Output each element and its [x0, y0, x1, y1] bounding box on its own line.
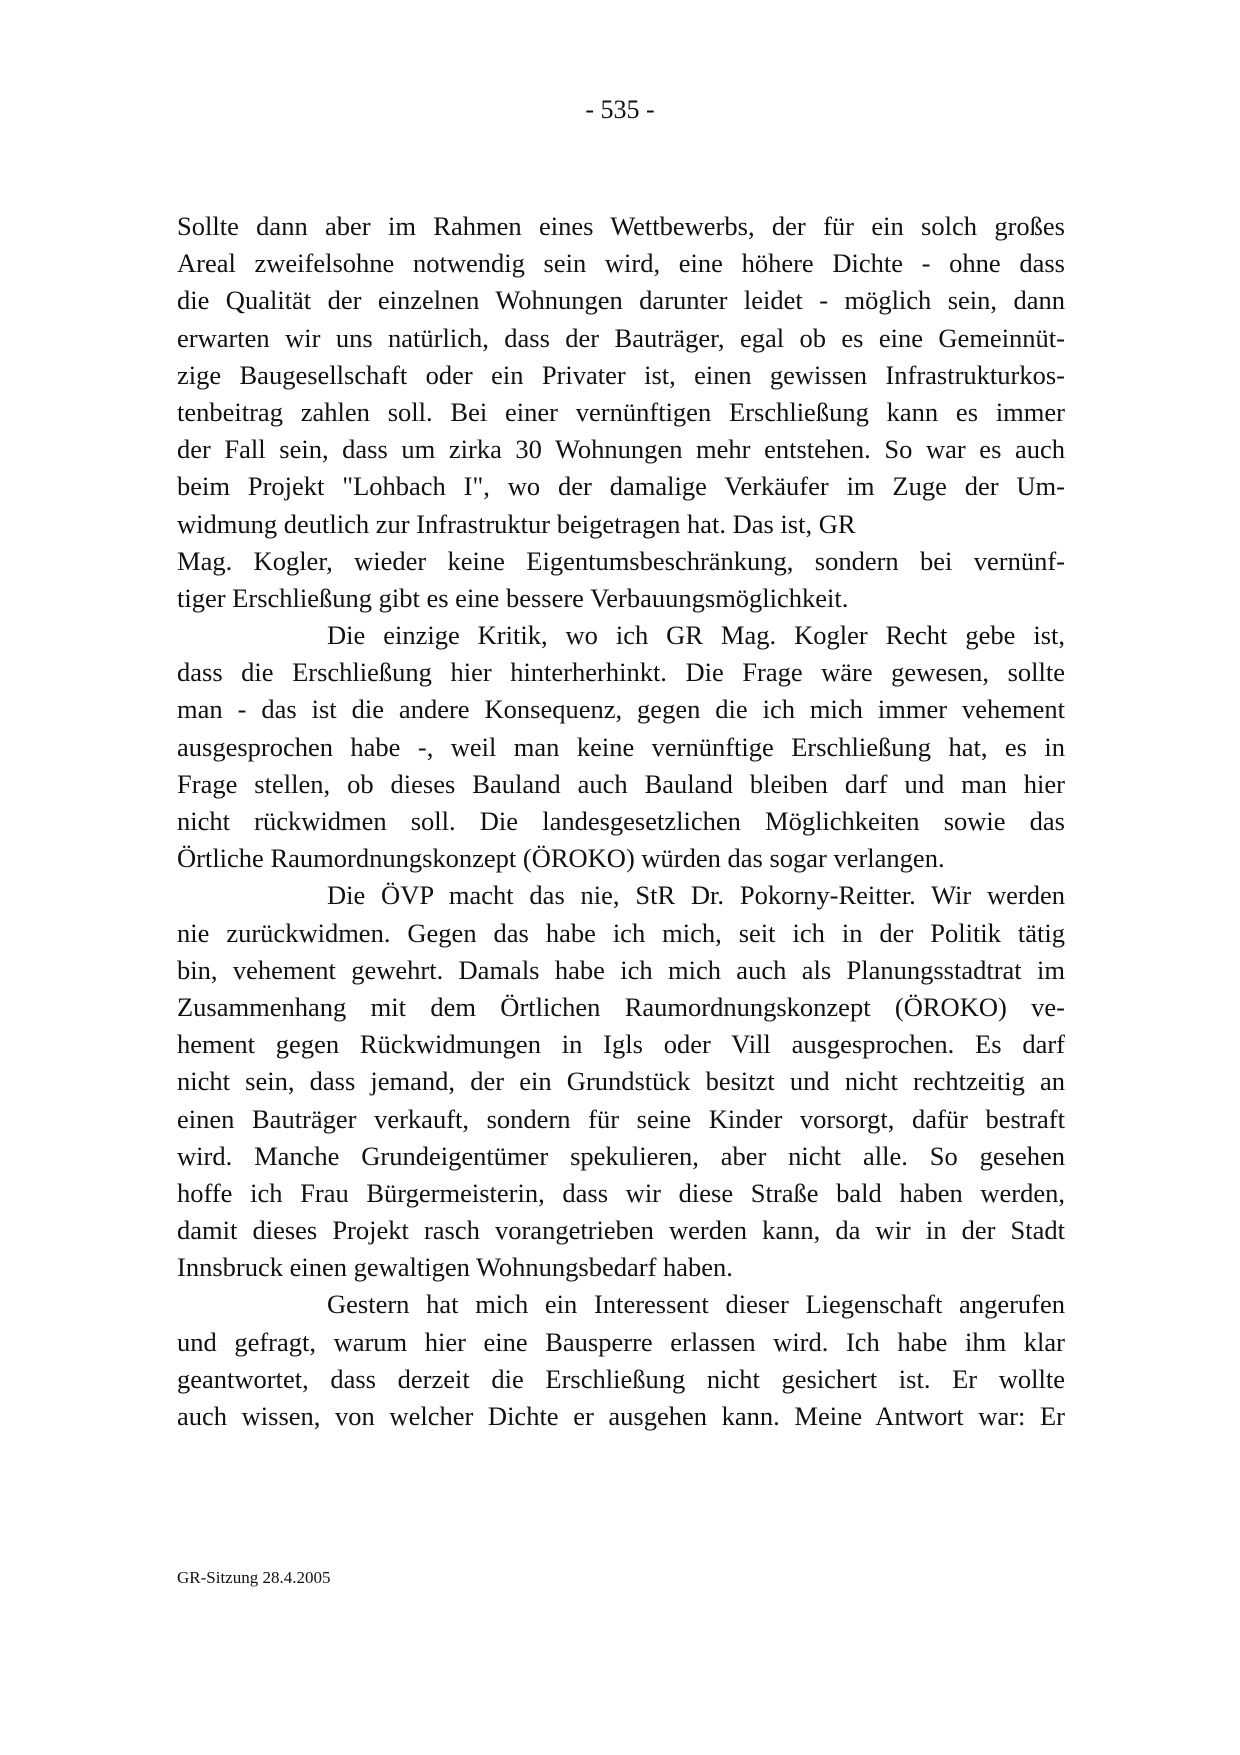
text-line: widmung deutlich zur Infrastruktur beigetragen hat. Das ist, GR [177, 508, 856, 539]
paragraph-start-line: Gestern hat mich ein Interessent dieser Liegenschaft angerufen [327, 1289, 1065, 1320]
text-line: zige Baugesellschaft oder ein Privater ist, einen gewissen Infrastrukturkos- [177, 359, 1065, 390]
text-line: dass die Erschließung hier hinterherhinkt. Die Frage wäre gewesen, sollte [177, 657, 1065, 688]
text-line: geantwortet, dass derzeit die Erschließung nicht gesichert ist. Er wollte [177, 1363, 1065, 1394]
body-text [177, 208, 1065, 1435]
text-line: beim Projekt "Lohbach I", wo der damalige Verkäufer im Zuge der Um- [177, 471, 1065, 502]
text-line: nicht sein, dass jemand, der ein Grundstück besitzt und nicht rechtzeitig an [177, 1066, 1065, 1097]
text-line: ausgesprochen habe -, weil man keine vernünftige Erschließung hat, es in [177, 731, 1065, 762]
text-line: nicht rückwidmen soll. Die landesgesetzlichen Möglichkeiten sowie das [177, 806, 1065, 836]
paragraph-start-line: Die einzige Kritik, wo ich GR Mag. Kogler Recht gebe ist, [327, 620, 1065, 651]
text-line: wird. Manche Grundeigentümer spekulieren, aber nicht alle. So gesehen [177, 1140, 1065, 1171]
text-line: auch wissen, von welcher Dichte er ausgehen kann. Meine Antwort war: Er [177, 1401, 1065, 1431]
paragraph-start-line: Die ÖVP macht das nie, StR Dr. Pokorny-Reitter. Wir werden [327, 880, 1065, 911]
text-line: einen Bauträger verkauft, sondern für seine Kinder vorsorgt, dafür bestraft [177, 1103, 1065, 1134]
text-line: erwarten wir uns natürlich, dass der Bauträger, egal ob es eine Gemeinnüt- [177, 322, 1065, 353]
page-footer: GR-Sitzung 28.4.2005 [177, 1568, 331, 1587]
text-line: bin, vehement gewehrt. Damals habe ich mich auch als Planungsstadtrat im [177, 954, 1065, 985]
paragraph-end-line: tiger Erschließung gibt es eine bessere Verbauungsmöglichkeit. [177, 582, 849, 613]
text-line: Zusammenhang mit dem Örtlichen Raumordnungskonzept (ÖROKO) ve- [177, 991, 1065, 1022]
text-line: und gefragt, warum hier eine Bausperre erlassen wird. Ich habe ihm klar [177, 1326, 1065, 1357]
text-line: der Fall sein, dass um zirka 30 Wohnungen mehr entstehen. So war es auch [177, 434, 1065, 465]
text-line: Mag. Kogler, wieder keine Eigentumsbeschränkung, sondern bei vernünf- [177, 545, 1065, 576]
text-line: hoffe ich Frau Bürgermeisterin, dass wir diese Straße bald haben werden, [177, 1177, 1065, 1208]
text-line: die Qualität der einzelnen Wohnungen darunter leidet - möglich sein, dann [177, 285, 1065, 316]
paragraph-end-line: Örtliche Raumordnungskonzept (ÖROKO) würden das sogar verlangen. [177, 843, 945, 874]
text-line: hement gegen Rückwidmungen in Igls oder Vill ausgesprochen. Es darf [177, 1029, 1065, 1060]
text-line: man - das ist die andere Konsequenz, gegen die ich mich immer vehement [177, 694, 1065, 725]
page-number: - 535 - [585, 95, 655, 124]
text-line: tenbeitrag zahlen soll. Bei einer vernünftigen Erschließung kann es immer [177, 396, 1065, 427]
text-line: Sollte dann aber im Rahmen eines Wettbewerbs, der für ein solch großes [177, 211, 1065, 241]
text-line: Frage stellen, ob dieses Bauland auch Bauland bleiben darf und man hier [177, 768, 1065, 799]
text-line: nie zurückwidmen. Gegen das habe ich mich, seit ich in der Politik tätig [177, 917, 1065, 948]
text-line: Areal zweifelsohne notwendig sein wird, eine höhere Dichte - ohne dass [177, 248, 1065, 279]
paragraph-end-line: Innsbruck einen gewaltigen Wohnungsbedarf haben. [177, 1252, 733, 1283]
text-line: damit dieses Projekt rasch vorangetrieben werden kann, da wir in der Stadt [177, 1215, 1065, 1246]
